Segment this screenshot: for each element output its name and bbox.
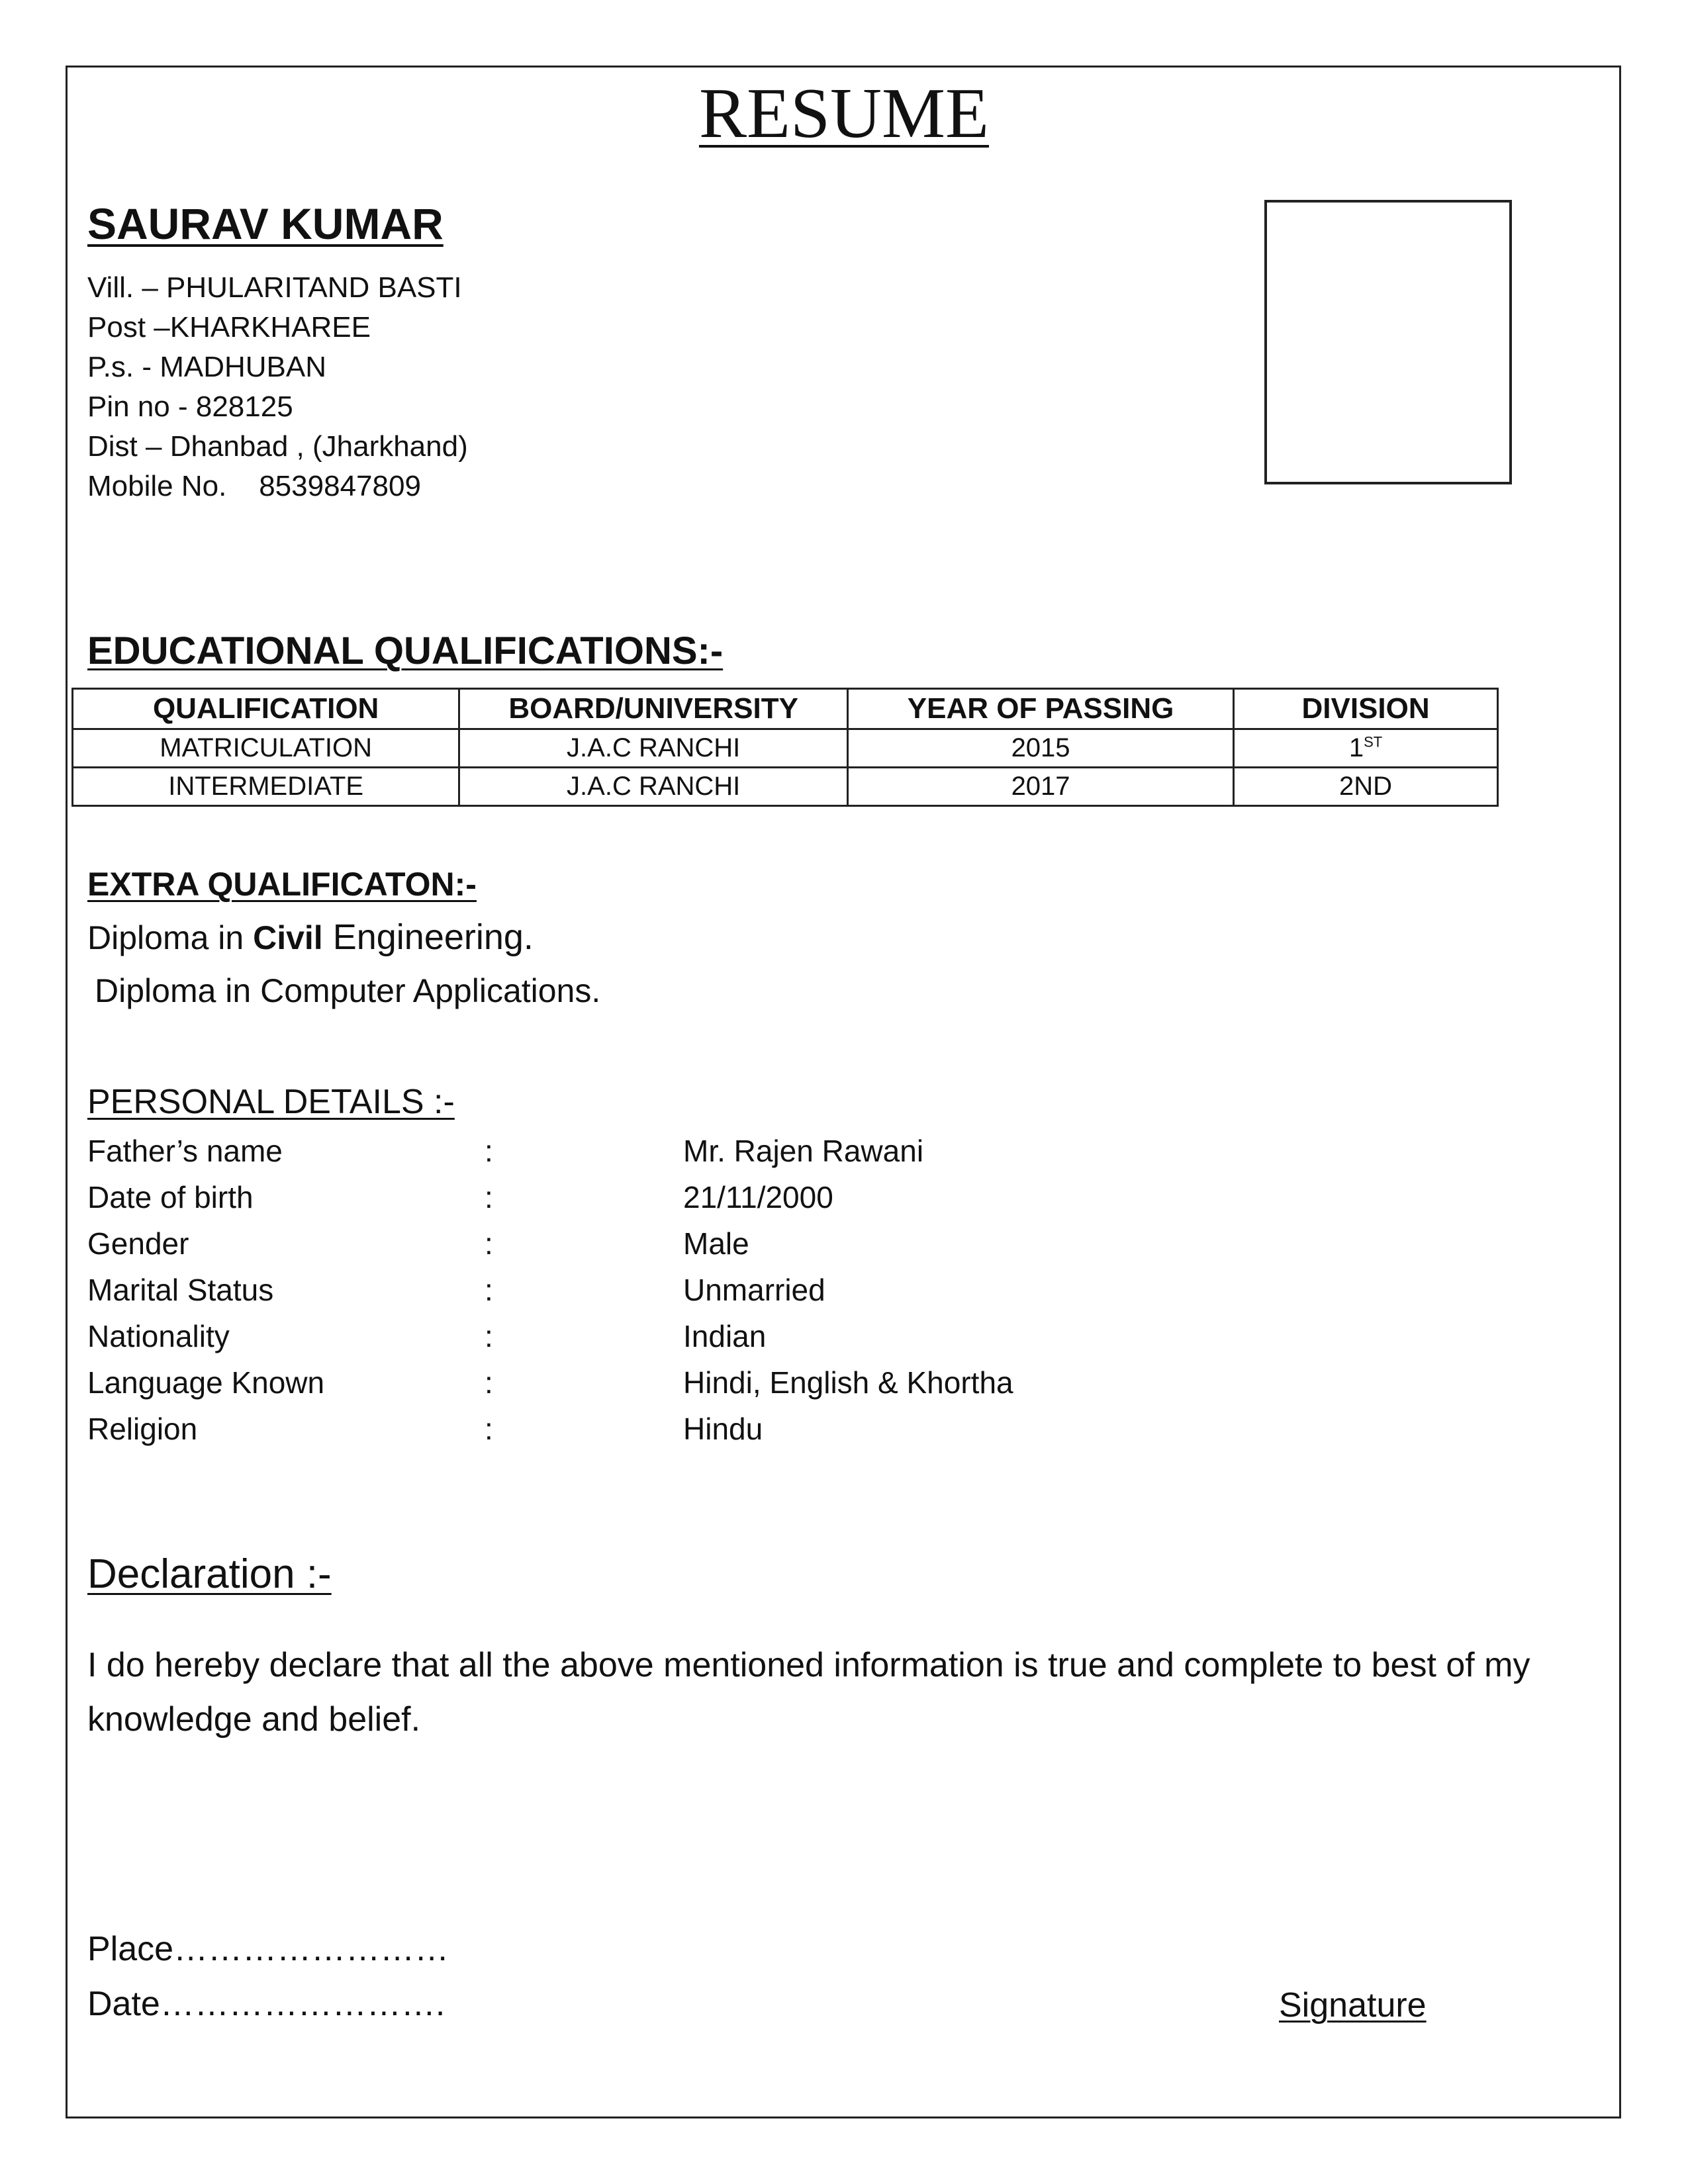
personal-label: Nationality: [87, 1319, 230, 1353]
cell-board: J.A.C RANCHI: [459, 768, 848, 806]
personal-label: Father’s name: [87, 1134, 283, 1168]
cell-qualification: INTERMEDIATE: [73, 768, 459, 806]
table-row: [73, 768, 1498, 806]
place-field: Place……………………: [87, 1930, 449, 1968]
education-table: [71, 688, 1499, 807]
address-post: Post –KHARKHAREE: [87, 311, 371, 343]
personal-separator: :: [485, 1365, 493, 1400]
personal-separator: :: [485, 1180, 493, 1214]
candidate-name: SAURAV KUMAR: [87, 199, 444, 248]
personal-separator: :: [485, 1273, 493, 1307]
cell-board: J.A.C RANCHI: [459, 729, 848, 768]
address-pin: Pin no - 828125: [87, 390, 293, 423]
cell-qualification: MATRICULATION: [73, 729, 459, 768]
personal-value: Hindi, English & Khortha: [683, 1365, 1013, 1400]
extra-qualification-heading: EXTRA QUALIFICATON:-: [87, 866, 477, 903]
personal-value: Male: [683, 1226, 749, 1261]
personal-label: Gender: [87, 1226, 189, 1261]
personal-separator: :: [485, 1226, 493, 1261]
page-title: RESUME: [698, 74, 990, 153]
mobile-number: Mobile No. 8539847809: [87, 470, 421, 502]
personal-separator: :: [485, 1319, 493, 1353]
extra-qualification-item: [87, 917, 534, 958]
extra-item-rest: Engineering.: [322, 917, 534, 957]
personal-label: Marital Status: [87, 1273, 274, 1307]
declaration-heading: Declaration :-: [87, 1551, 332, 1597]
personal-separator: :: [485, 1134, 493, 1168]
table-row: [73, 729, 1498, 768]
signature-label: Signature: [1279, 1986, 1427, 2025]
personal-details-heading: PERSONAL DETAILS :-: [87, 1083, 455, 1121]
cell-year: 2017: [848, 768, 1234, 806]
personal-separator: :: [485, 1412, 493, 1446]
personal-value: Indian: [683, 1319, 767, 1353]
cell-year: 2015: [848, 729, 1234, 768]
extra-item-bold: Civil: [253, 919, 323, 956]
personal-value: Hindu: [683, 1412, 763, 1446]
address-village: Vill. – PHULARITAND BASTI: [87, 271, 462, 304]
personal-label: Religion: [87, 1412, 198, 1446]
column-header-division: DIVISION: [1234, 689, 1498, 729]
photo-placeholder: [1264, 200, 1512, 484]
education-heading: EDUCATIONAL QUALIFICATIONS:-: [87, 629, 724, 672]
table-header-row: [73, 689, 1498, 729]
cell-division: [1234, 729, 1498, 768]
extra-qualification-item: Diploma in Computer Applications.: [95, 972, 601, 1009]
column-header-qualification: QUALIFICATION: [73, 689, 459, 729]
personal-value: 21/11/2000: [683, 1180, 833, 1214]
column-header-board: BOARD/UNIVERSITY: [459, 689, 848, 729]
address-district: Dist – Dhanbad , (Jharkhand): [87, 430, 468, 463]
division-value: 1: [1348, 733, 1364, 762]
address-police-station: P.s. - MADHUBAN: [87, 351, 327, 383]
cell-division: 2ND: [1234, 768, 1498, 806]
column-header-year: YEAR OF PASSING: [848, 689, 1234, 729]
extra-item-prefix: Diploma in: [87, 919, 254, 956]
personal-label: Date of birth: [87, 1180, 254, 1214]
division-superscript: ST: [1364, 733, 1383, 751]
personal-value: Mr. Rajen Rawani: [683, 1134, 924, 1168]
declaration-text: I do hereby declare that all the above mentioned information is true and complete to best of my knowledge and belief.: [87, 1646, 1530, 1739]
personal-value: Unmarried: [683, 1273, 825, 1307]
date-field: Date…………………….: [87, 1985, 445, 2023]
personal-label: Language Known: [87, 1365, 325, 1400]
